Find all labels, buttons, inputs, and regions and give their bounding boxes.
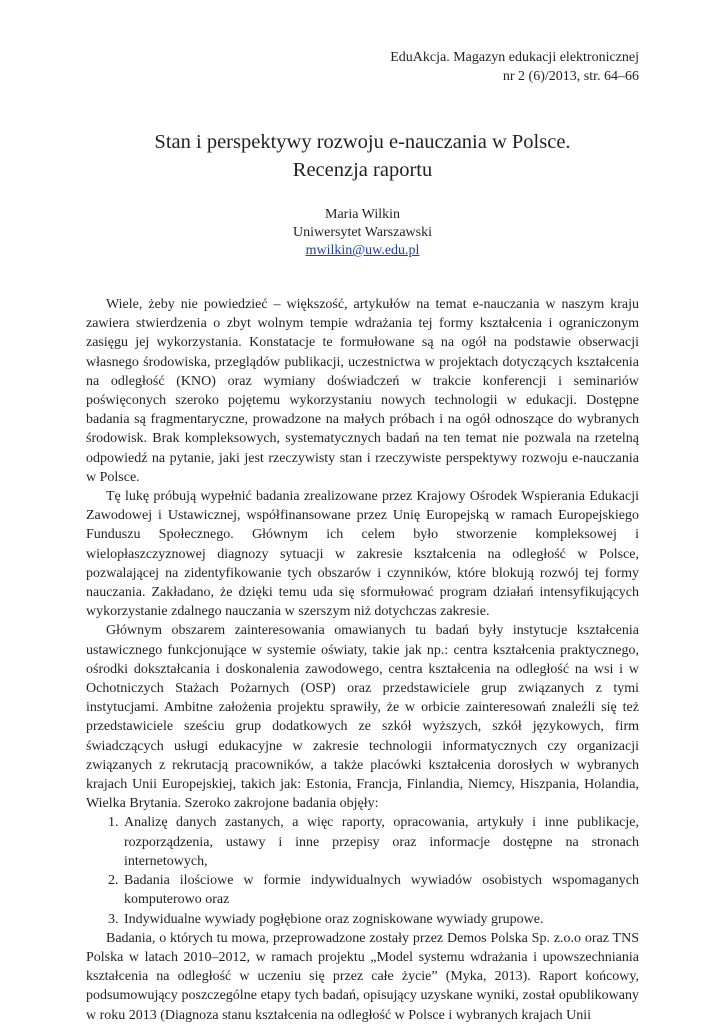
issue-info: nr 2 (6)/2013, str. 64–66 [502, 69, 639, 84]
research-scope-list [86, 813, 639, 928]
article-body [86, 295, 639, 1025]
title-line-2: Recenzja raportu [292, 159, 433, 181]
paragraph: Wiele, żeby nie powiedzieć – większość, artykułów na temat e-nauczania w naszym kraju zawiera stwierdzenia o zbyt wolnym tempie wdrażania tej formy kształcenia i ograniczonym zasięgu jej wykorzystania. Konstatacje te formułowane są na ogół na podstawie obserwacji własnego środowiska, przeglądów publikacji, uczestnictwa w projektach dotyczących kształcenia na odległość (KNO) oraz wymiany doświadczeń w trakcie konferencji i seminariów poświęconych szeroko pojętemu wykorzystaniu nowych technologii w edukacji. Dostępne badania są fragmentaryczne, prowadzone na małych próbach i na ogół odnoszące do wybranych środowisk. Brak kompleksowych, systematycznych badań na ten temat nie pozwala na rzetelną odpowiedź na pytanie, jaki jest rzeczywisty stan i rzeczywiste perspektywy rozwoju e-nauczania w Polsce. [86, 297, 639, 485]
author-email-link[interactable]: mwilkin@uw.edu.pl [305, 243, 420, 258]
journal-header [390, 48, 639, 86]
list-item: 3. Indywidualne wywiady pogłębione oraz zogniskowane wywiady grupowe. [122, 910, 639, 929]
list-item: 1. Analizę danych zastanych, a więc raporty, opracowania, artykuły i inne publikacje, rozporządzenia, ustawy i inne przepisy oraz informacje dostępne na stronach internetowych, [122, 813, 639, 871]
author-info [0, 206, 725, 260]
journal-name: EduAkcja. Magazyn edukacji elektronicznej [390, 50, 639, 65]
title-line-1: Stan i perspektywy rozwoju e-nauczania w Polsce. [154, 131, 571, 153]
article-title [0, 128, 725, 184]
author-affiliation: Uniwersytet Warszawski [293, 225, 432, 240]
paragraph: Głównym obszarem zainteresowania omawianych tu badań były instytucje kształcenia ustawicznego funkcjonujące w systemie oświaty, takie jak np.: centra kształcenia praktycznego, ośrodki dokształcania i doskonalenia zawodowego, centra kształcenia na odległość na wsi i w Ochotniczych Stażach Pożarnych (OSP) oraz przedstawiciele grup związanych z tymi instytucjami. Ambitne założenia projektu sprawiły, że w orbicie zainteresowań znaleźli się też przedstawiciele sześciu grup dodatkowych ze szkół wyższych, szkół językowych, firm świadczących usługi edukacyjne w zakresie technologii informatycznych czy organizacji związanych z rekrutacją pracowników, a także placówki kształcenia dorosłych w wybranych krajach Unii Europejskiej, takich jak: Estonia, Francja, Finlandia, Niemcy, Hiszpania, Holandia, Wielka Brytania. Szeroko zakrojone badania objęły: [86, 623, 639, 812]
paragraph: Badania, o których tu mowa, przeprowadzone zostały przez Demos Polska Sp. z.o.o oraz TNS Polska w latach 2010–2012, w ramach projektu „Model systemu wdrażania i upowszechniania kształcenia na odległość w uczeniu się przez całe życie” (Myka, 2013). Raport końcowy, podsumowujący poszczególne etapy tych badań, opisujący uzyskane wyniki, został opublikowany w roku 2013 (Diagnoza stanu kształcenia na odległość w Polsce i wybranych krajach Unii [86, 930, 639, 1023]
list-item: 2. Badania ilościowe w formie indywidualnych wywiadów osobistych wspomaganych komputerowo oraz [122, 871, 639, 909]
paragraph: Tę lukę próbują wypełnić badania zrealizowane przez Krajowy Ośrodek Wspierania Edukacji Zawodowej i Ustawicznej, współfinansowane przez Unię Europejską w ramach Europejskiego Funduszu Społecznego. Głównym ich celem było stworzenie kompleksowej i wielopłaszczyznowej diagnozy sytuacji w zakresie kształcenia na odległość w Polsce, pozwalającej na zidentyfikowanie tych obszarów i czynników, które blokują rozwój tej formy nauczania. Zakładano, że dzięki temu uda się sformułować program działań intensyfikujących wykorzystanie zdalnego nauczania w szerszym niż dotychczas zakresie. [86, 489, 639, 620]
author-name: Maria Wilkin [325, 207, 400, 222]
